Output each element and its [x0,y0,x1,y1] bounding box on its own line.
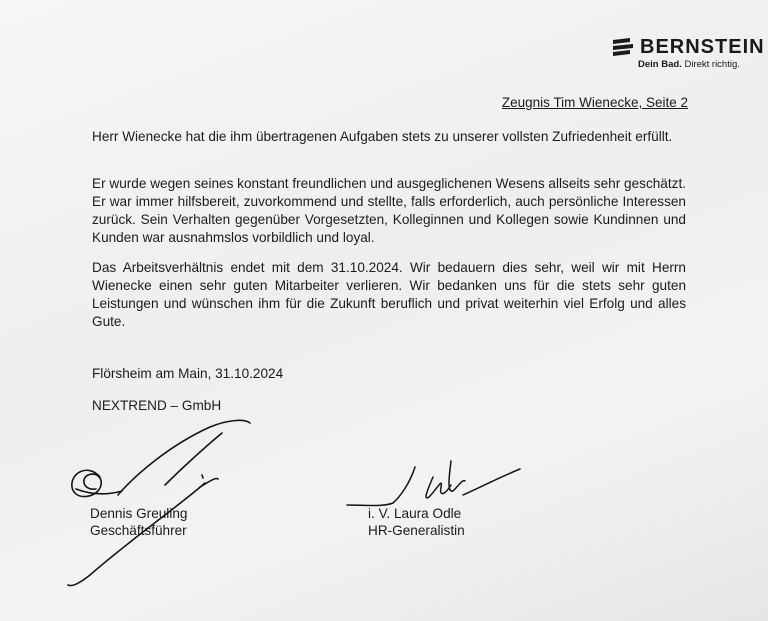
signatory-name: Dennis Greuling [90,506,188,521]
company-logo [610,36,765,76]
logo-tagline-bold: Dein Bad. [638,59,682,70]
signatory-role: HR-Generalistin [368,523,465,538]
place-date: Flörsheim am Main, 31.10.2024 [92,366,284,381]
signatory-left [90,505,187,539]
signature-left [40,415,280,590]
page-header: Zeugnis Tim Wienecke, Seite 2 [501,95,688,110]
logo-wordmark: BERNSTEIN [640,36,765,58]
bernstein-logo-icon [610,37,636,59]
logo-tagline [638,59,740,70]
paragraph: Er wurde wegen seines konstant freundlichen und ausgeglichenen Wesens allseits sehr geschätzt. Er war immer hilfsbereit, zuvorkommend und stellte, falls erforderlich, auch persönliche Interessen zurück. Sein Verhalten gegenüber Vorgesetzten, Kolleginnen und Kollegen sowie Kundinnen und Kunden war ausnahmslos vorbildlich und loyal. [92,176,686,245]
signatory-name: i. V. Laura Odle [368,506,462,521]
paragraph: Herr Wienecke hat die ihm übertragenen Aufgaben stets zu unserer vollsten Zufriedenheit erfüllt. [92,129,673,144]
logo-tagline-rest: Direkt richtig. [681,59,740,70]
signatory-role: Geschäftsführer [90,523,187,538]
company-name: NEXTREND – GmbH [92,398,222,413]
paragraph: Das Arbeitsverhältnis endet mit dem 31.10.2024. Wir bedauern dies sehr, weil wir mit Herrn Wienecke einen sehr guten Mitarbeiter verlieren. Wir bedanken uns für die stets sehr guten Leistungen und wünschen ihm für die Zukunft beruflich und privat weiterhin viel Erfolg und alles Gute. [92,260,686,329]
signatory-right [368,505,465,539]
